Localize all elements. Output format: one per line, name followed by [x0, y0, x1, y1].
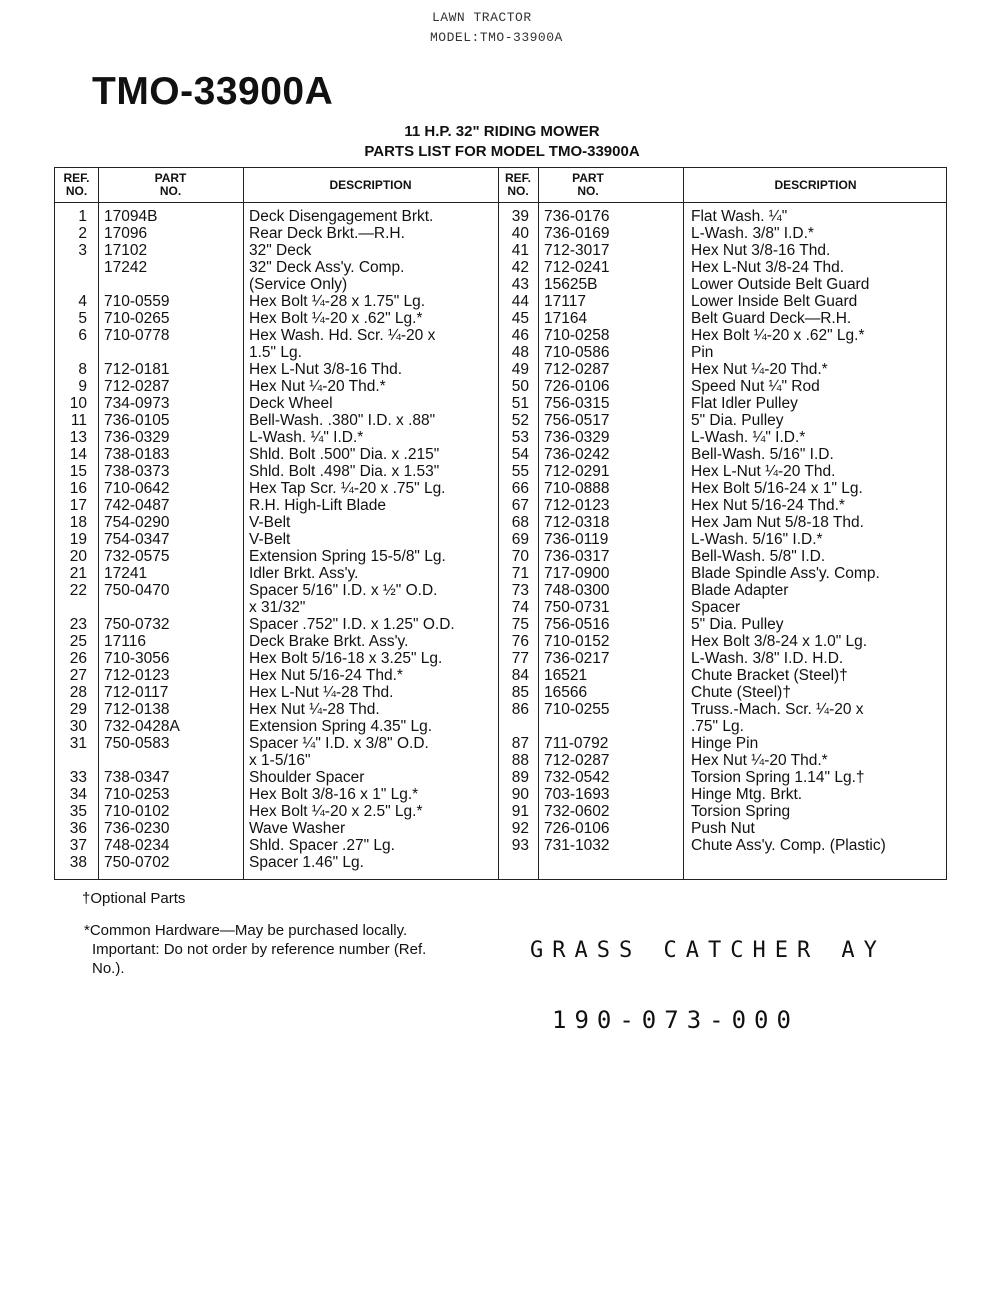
- part-description: L-Wash. ¼" I.D.*: [249, 429, 364, 446]
- part-number: 738-0347: [104, 769, 170, 786]
- part-description: Rear Deck Brkt.—R.H.: [249, 225, 405, 242]
- header-model: MODEL:TMO-33900A: [430, 30, 563, 45]
- optional-parts-note: †Optional Parts: [82, 890, 186, 907]
- part-number: 738-0183: [104, 446, 170, 463]
- part-number: 736-0230: [104, 820, 170, 837]
- part-description: 5" Dia. Pulley: [691, 412, 784, 429]
- part-number: 16566: [544, 684, 588, 701]
- part-description: 5" Dia. Pulley: [691, 616, 784, 633]
- header-no-label: NO.: [507, 184, 529, 198]
- ref-number: 26: [69, 650, 87, 667]
- part-number: 710-0586: [544, 344, 610, 361]
- ref-number: 11: [70, 412, 87, 429]
- header-description: DESCRIPTION: [329, 178, 412, 192]
- ref-number: 49: [511, 361, 529, 378]
- ref-number: 76: [511, 633, 529, 650]
- part-number: 738-0373: [104, 463, 170, 480]
- part-number: 748-0300: [544, 582, 610, 599]
- ref-number: 3: [78, 242, 87, 259]
- part-description: Hex Nut 5/16-24 Thd.*: [249, 667, 403, 684]
- ref-number: 27: [69, 667, 87, 684]
- part-number: 750-0470: [104, 582, 170, 599]
- ref-number: 10: [69, 395, 87, 412]
- ref-number: 42: [511, 259, 529, 276]
- part-number: 710-0778: [104, 327, 170, 344]
- part-description: Hex L-Nut ¼-20 Thd.: [691, 463, 836, 480]
- ref-number: 53: [511, 429, 529, 446]
- part-description: Flat Wash. ¼": [691, 208, 788, 225]
- part-number: 736-0329: [544, 429, 610, 446]
- important-note: Important: Do not order by reference number (Ref.: [92, 941, 427, 958]
- column-divider: [538, 168, 539, 879]
- part-number: 15625B: [544, 276, 598, 293]
- part-number: 750-0702: [104, 854, 170, 871]
- part-number: 736-0105: [104, 412, 170, 429]
- ref-number: 77: [511, 650, 529, 667]
- ref-number: 1: [78, 208, 87, 225]
- part-number: 17242: [104, 259, 148, 276]
- part-description: Hex Bolt 5/16-24 x 1" Lg.: [691, 480, 863, 497]
- ref-number: 73: [511, 582, 529, 599]
- ref-number: 25: [69, 633, 87, 650]
- part-description: Hinge Mtg. Brkt.: [691, 786, 803, 803]
- part-number: 712-0117: [104, 684, 169, 701]
- part-number: 750-0731: [544, 599, 610, 616]
- part-description: R.H. High-Lift Blade: [249, 497, 386, 514]
- header-divider: [55, 202, 946, 203]
- header-no-label: NO.: [577, 184, 599, 198]
- part-description: Extension Spring 4.35" Lg.: [249, 718, 433, 735]
- ref-number: 36: [69, 820, 87, 837]
- part-description: Hex Bolt ¼-20 x .62" Lg.*: [691, 327, 865, 344]
- header-ref-label: REF.: [63, 171, 90, 185]
- ref-number: 40: [511, 225, 529, 242]
- part-number: 712-0287: [544, 752, 610, 769]
- header-part-label: PART: [572, 171, 604, 185]
- part-number: 710-0265: [104, 310, 170, 327]
- part-description: 32" Deck Ass'y. Comp.: [249, 259, 405, 276]
- part-number: 726-0106: [544, 378, 610, 395]
- header-no-label: NO.: [159, 184, 182, 198]
- part-description: L-Wash. 5/16" I.D.*: [691, 531, 823, 548]
- part-description: Hex Jam Nut 5/8-18 Thd.: [691, 514, 864, 531]
- part-description: Lower Outside Belt Guard: [691, 276, 870, 293]
- ref-number: 50: [511, 378, 529, 395]
- part-number: 756-0517: [544, 412, 610, 429]
- part-description: Bell-Wash. 5/8" I.D.: [691, 548, 826, 565]
- part-description: Wave Washer: [249, 820, 346, 837]
- ref-number: 74: [511, 599, 529, 616]
- part-number: 732-0542: [544, 769, 610, 786]
- part-number: 736-0119: [544, 531, 609, 548]
- part-number: 17102: [104, 242, 148, 259]
- ref-number: 21: [69, 565, 87, 582]
- parts-table: [54, 167, 947, 880]
- part-number: 712-0138: [104, 701, 170, 718]
- part-number: 750-0732: [104, 616, 170, 633]
- ref-number: 38: [69, 854, 87, 871]
- ref-number: 90: [511, 786, 529, 803]
- part-description: Hex L-Nut ¼-28 Thd.: [249, 684, 394, 701]
- header-product-type: LAWN TRACTOR: [432, 10, 532, 25]
- part-description: Hex Bolt ¼-20 x 2.5" Lg.*: [249, 803, 423, 820]
- ref-number: 33: [69, 769, 87, 786]
- part-description: Deck Brake Brkt. Ass'y.: [249, 633, 409, 650]
- ref-number: 29: [69, 701, 87, 718]
- part-number: 732-0602: [544, 803, 610, 820]
- part-number: 712-0291: [544, 463, 610, 480]
- part-number: 712-0287: [104, 378, 170, 395]
- part-number: 712-0318: [544, 514, 610, 531]
- part-description: 32" Deck: [249, 242, 312, 259]
- ref-number: 9: [78, 378, 87, 395]
- part-description: Spacer ¼" I.D. x 3/8" O.D.: [249, 735, 429, 752]
- ref-number: 87: [511, 735, 529, 752]
- ref-number: 37: [69, 837, 87, 854]
- part-number: 703-1693: [544, 786, 610, 803]
- part-description: Hex L-Nut 3/8-24 Thd.: [691, 259, 845, 276]
- part-number: 750-0583: [104, 735, 170, 752]
- part-description: Hex Nut ¼-20 Thd.*: [691, 752, 828, 769]
- part-number: 712-0287: [544, 361, 610, 378]
- part-description: Extension Spring 15-5/8" Lg.: [249, 548, 446, 565]
- part-description: Chute Bracket (Steel)†: [691, 667, 848, 684]
- part-description: Hex L-Nut 3/8-16 Thd.: [249, 361, 403, 378]
- part-description: Shoulder Spacer: [249, 769, 365, 786]
- ref-number: 14: [69, 446, 87, 463]
- ref-number: 28: [69, 684, 87, 701]
- part-number: 736-0217: [544, 650, 610, 667]
- header-ref-label: REF.: [504, 171, 531, 185]
- ref-number: 89: [511, 769, 529, 786]
- ref-number: 31: [69, 735, 87, 752]
- part-description: Torsion Spring 1.14" Lg.†: [691, 769, 865, 786]
- ref-number: 23: [69, 616, 87, 633]
- part-number: 736-0329: [104, 429, 170, 446]
- part-description: Blade Adapter: [691, 582, 789, 599]
- ref-number: 69: [511, 531, 529, 548]
- part-number: 731-1032: [544, 837, 610, 854]
- ref-number: 71: [511, 565, 529, 582]
- part-description: x 31/32": [249, 599, 306, 616]
- column-divider: [98, 168, 99, 879]
- ref-number: 93: [511, 837, 529, 854]
- ref-number: 43: [511, 276, 529, 293]
- part-number: 742-0487: [104, 497, 170, 514]
- part-number: 710-0152: [544, 633, 610, 650]
- part-number: 726-0106: [544, 820, 610, 837]
- ref-number: 4: [78, 293, 87, 310]
- ref-number: 51: [511, 395, 529, 412]
- ref-number: 30: [69, 718, 87, 735]
- part-description: L-Wash. 3/8" I.D. H.D.: [691, 650, 844, 667]
- ref-number: 6: [78, 327, 87, 344]
- part-description: L-Wash. 3/8" I.D.*: [691, 225, 814, 242]
- ref-number: 92: [511, 820, 529, 837]
- part-description: Hex Bolt 5/16-18 x 3.25" Lg.: [249, 650, 443, 667]
- header-ref-no-right: [498, 172, 538, 198]
- ref-number: 34: [69, 786, 87, 803]
- part-description: Shld. Spacer .27" Lg.: [249, 837, 395, 854]
- ref-number: 16: [69, 480, 87, 497]
- part-number: 17096: [104, 225, 148, 242]
- part-description: Hex Nut ¼-20 Thd.*: [691, 361, 828, 378]
- ref-number: 54: [511, 446, 529, 463]
- ref-number: 19: [69, 531, 87, 548]
- part-description: Hex Tap Scr. ¼-20 x .75" Lg.: [249, 480, 446, 497]
- ref-number: 55: [511, 463, 529, 480]
- ref-number: 46: [511, 327, 529, 344]
- part-description: (Service Only): [249, 276, 348, 293]
- ref-number: 15: [69, 463, 87, 480]
- part-description: Truss.-Mach. Scr. ¼-20 x: [691, 701, 864, 718]
- part-number: 16521: [544, 667, 588, 684]
- part-description: V-Belt: [249, 514, 291, 531]
- ref-number: 45: [511, 310, 529, 327]
- part-number: 754-0347: [104, 531, 170, 548]
- part-description: Hex Bolt ¼-20 x .62" Lg.*: [249, 310, 423, 327]
- ref-number: 5: [78, 310, 87, 327]
- ref-number: 75: [511, 616, 529, 633]
- ref-number: 22: [69, 582, 87, 599]
- part-number: 736-0176: [544, 208, 610, 225]
- column-divider: [683, 168, 684, 879]
- part-description: x 1-5/16": [249, 752, 311, 769]
- column-divider: [243, 168, 244, 879]
- part-number: 710-0642: [104, 480, 170, 497]
- part-description: Deck Wheel: [249, 395, 333, 412]
- handwritten-grass-catcher: GRASS CATCHER AY: [530, 938, 886, 963]
- ref-number: 48: [511, 344, 529, 361]
- part-number: 736-0242: [544, 446, 610, 463]
- header-description-right: DESCRIPTION: [774, 178, 857, 192]
- part-number: 756-0516: [544, 616, 610, 633]
- part-description: Hinge Pin: [691, 735, 759, 752]
- part-description: Push Nut: [691, 820, 755, 837]
- part-description: Blade Spindle Ass'y. Comp.: [691, 565, 880, 582]
- part-number: 732-0575: [104, 548, 170, 565]
- part-number: 734-0973: [104, 395, 170, 412]
- part-number: 710-0102: [104, 803, 170, 820]
- header-ref-no: [55, 172, 98, 198]
- part-number: 748-0234: [104, 837, 170, 854]
- important-note-cont: No.).: [92, 960, 125, 977]
- part-number: 17164: [544, 310, 588, 327]
- part-description: Hex Bolt ¼-28 x 1.75" Lg.: [249, 293, 426, 310]
- part-number: 17094B: [104, 208, 158, 225]
- part-description: Hex Bolt 3/8-24 x 1.0" Lg.: [691, 633, 868, 650]
- part-description: Hex Nut 3/8-16 Thd.: [691, 242, 831, 259]
- page-title: TMO-33900A: [92, 70, 334, 113]
- ref-number: 39: [511, 208, 529, 225]
- part-number: 736-0317: [544, 548, 610, 565]
- header-part-no: [98, 172, 243, 198]
- part-number: 712-0181: [104, 361, 170, 378]
- part-number: 736-0169: [544, 225, 610, 242]
- part-number: 717-0900: [544, 565, 610, 582]
- part-description: Spacer 5/16" I.D. x ½" O.D.: [249, 582, 438, 599]
- part-number: 710-0253: [104, 786, 170, 803]
- ref-number: 85: [511, 684, 529, 701]
- part-number: 754-0290: [104, 514, 170, 531]
- ref-number: 52: [511, 412, 529, 429]
- handwritten-part-number: 190-073-000: [552, 1006, 799, 1034]
- ref-number: 17: [69, 497, 87, 514]
- part-description: Spacer .752" I.D. x 1.25" O.D.: [249, 616, 455, 633]
- ref-number: 66: [511, 480, 529, 497]
- part-description: Belt Guard Deck—R.H.: [691, 310, 852, 327]
- part-description: Pin: [691, 344, 714, 361]
- part-number: 17116: [104, 633, 146, 650]
- part-number: 712-3017: [544, 242, 610, 259]
- ref-number: 2: [78, 225, 87, 242]
- parts-list-heading: PARTS LIST FOR MODEL TMO-33900A: [364, 143, 640, 160]
- ref-number: 68: [511, 514, 529, 531]
- ref-number: 13: [69, 429, 87, 446]
- part-number: 710-3056: [104, 650, 170, 667]
- part-number: 17117: [544, 293, 586, 310]
- common-hardware-note: *Common Hardware—May be purchased locally.: [84, 922, 408, 939]
- part-description: Spacer: [691, 599, 741, 616]
- part-number: 712-0241: [544, 259, 610, 276]
- part-description: Torsion Spring: [691, 803, 791, 820]
- part-description: Hex Nut 5/16-24 Thd.*: [691, 497, 845, 514]
- part-description: Chute Ass'y. Comp. (Plastic): [691, 837, 886, 854]
- ref-number: 70: [511, 548, 529, 565]
- part-number: 756-0315: [544, 395, 610, 412]
- part-description: Spacer 1.46" Lg.: [249, 854, 364, 871]
- ref-number: 20: [69, 548, 87, 565]
- part-description: Hex Nut ¼-20 Thd.*: [249, 378, 386, 395]
- ref-number: 8: [78, 361, 87, 378]
- part-description: .75" Lg.: [691, 718, 744, 735]
- ref-number: 88: [511, 752, 529, 769]
- part-description: 1.5" Lg.: [249, 344, 302, 361]
- part-number: 711-0792: [544, 735, 609, 752]
- page-subtitle: 11 H.P. 32" RIDING MOWER: [404, 123, 600, 140]
- ref-number: 18: [69, 514, 87, 531]
- part-number: 710-0559: [104, 293, 170, 310]
- part-description: Deck Disengagement Brkt.: [249, 208, 434, 225]
- part-description: Bell-Wash. .380" I.D. x .88": [249, 412, 436, 429]
- part-description: Shld. Bolt .500" Dia. x .215": [249, 446, 440, 463]
- part-number: 17241: [104, 565, 148, 582]
- part-description: Flat Idler Pulley: [691, 395, 798, 412]
- part-number: 712-0123: [104, 667, 170, 684]
- part-description: L-Wash. ¼" I.D.*: [691, 429, 806, 446]
- ref-number: 67: [511, 497, 529, 514]
- part-number: 712-0123: [544, 497, 610, 514]
- part-description: Hex Bolt 3/8-16 x 1" Lg.*: [249, 786, 419, 803]
- part-description: V-Belt: [249, 531, 291, 548]
- part-description: Bell-Wash. 5/16" I.D.: [691, 446, 834, 463]
- ref-number: 35: [69, 803, 87, 820]
- part-number: 710-0258: [544, 327, 610, 344]
- header-part-no-right: [538, 172, 638, 198]
- ref-number: 84: [511, 667, 529, 684]
- part-number: 732-0428A: [104, 718, 180, 735]
- header-part-label: PART: [154, 171, 187, 185]
- ref-number: 41: [511, 242, 529, 259]
- part-description: Hex Wash. Hd. Scr. ¼-20 x: [249, 327, 436, 344]
- ref-number: 86: [511, 701, 529, 718]
- part-description: Speed Nut ¼" Rod: [691, 378, 820, 395]
- ref-number: 91: [511, 803, 529, 820]
- part-description: Hex Nut ¼-28 Thd.: [249, 701, 380, 718]
- ref-number: 44: [511, 293, 529, 310]
- part-description: Chute (Steel)†: [691, 684, 791, 701]
- part-description: Idler Brkt. Ass'y.: [249, 565, 359, 582]
- part-description: Lower Inside Belt Guard: [691, 293, 858, 310]
- part-number: 710-0888: [544, 480, 610, 497]
- part-number: 710-0255: [544, 701, 610, 718]
- header-no-label: NO.: [65, 184, 88, 198]
- part-description: Shld. Bolt .498" Dia. x 1.53": [249, 463, 440, 480]
